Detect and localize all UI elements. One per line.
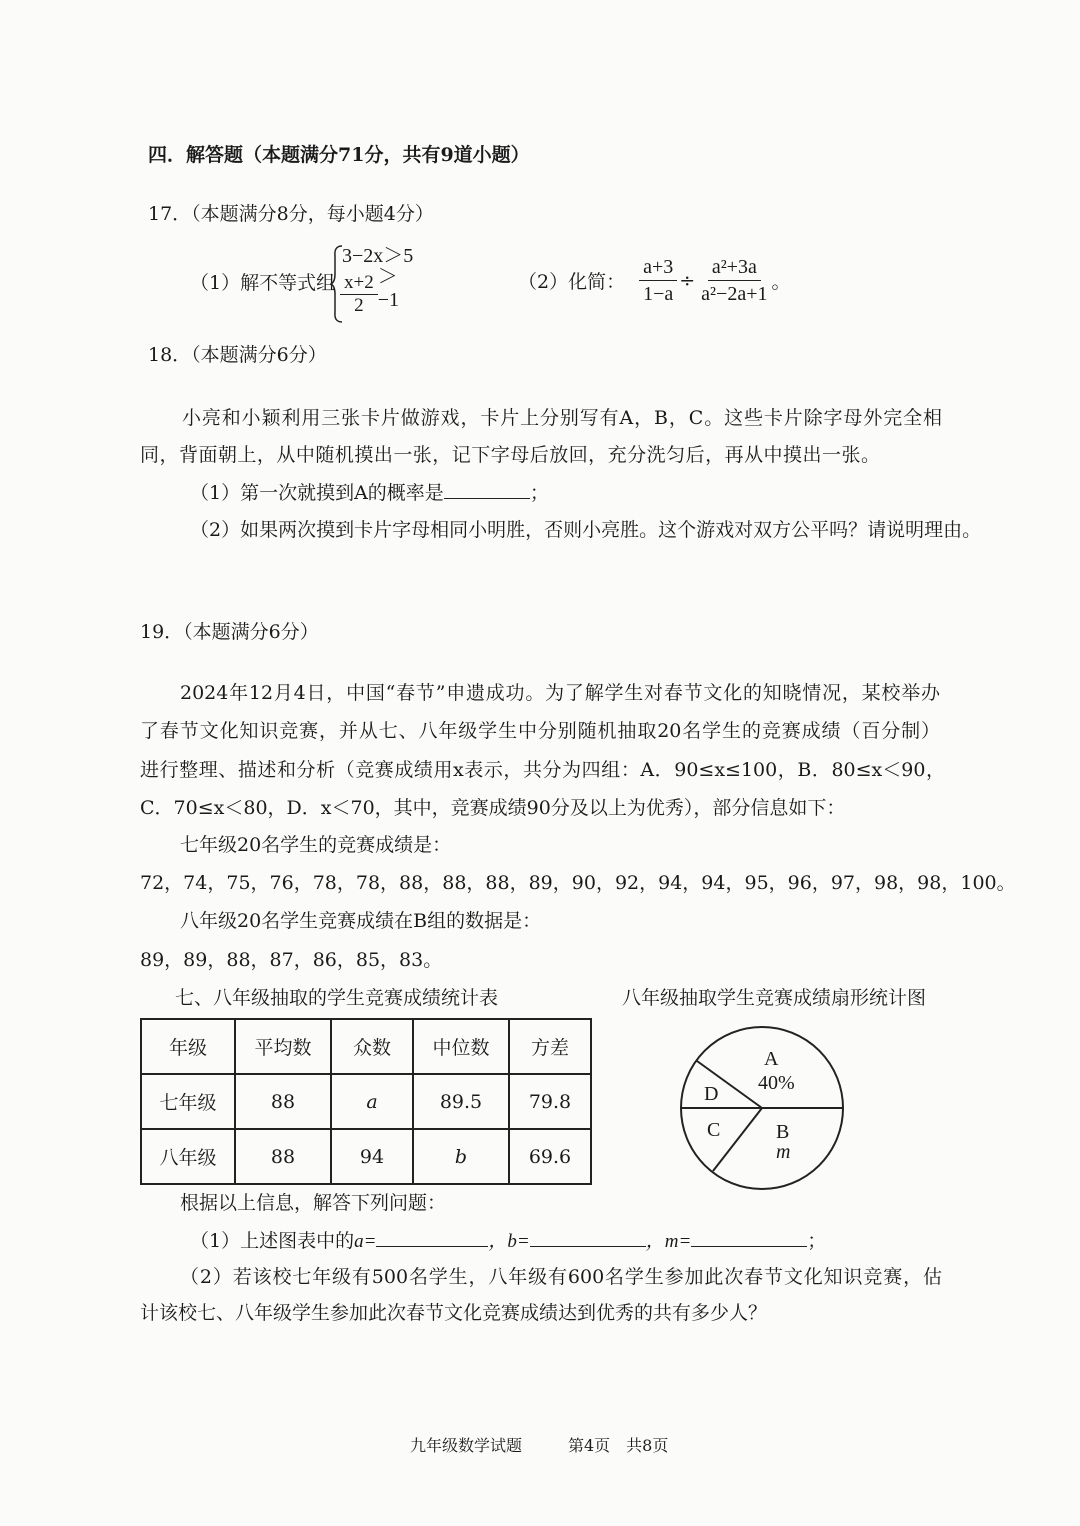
pie-divider-bc (713, 1108, 762, 1171)
frac2-denominator: a²−2a+1 (701, 283, 768, 305)
table-row (141, 1074, 591, 1129)
table-cell: a (331, 1074, 413, 1129)
frac1-numerator: a+3 (639, 254, 677, 281)
q17-part2-label: （2）化简： (518, 271, 626, 293)
pie-label-c: C (707, 1119, 721, 1141)
semicolon: ； (529, 482, 549, 504)
inequality-1: 3−2x＞5 (342, 245, 414, 267)
ineq2-rhs: ＞−1 (377, 265, 399, 311)
table-cell: 八年级 (141, 1129, 235, 1184)
q19-instruction: 根据以上信息，解答下列问题： (180, 1192, 447, 1214)
stats-table (140, 1018, 592, 1185)
table-header: 平均数 (235, 1019, 331, 1074)
table-cell: 89.5 (413, 1074, 509, 1129)
q18-heading: 18．（本题满分6分） (148, 344, 327, 366)
footer-page: 第4页 共8页 (568, 1436, 669, 1455)
table-cell: 88 (235, 1129, 331, 1184)
answer-blank-a[interactable] (376, 1228, 488, 1247)
grade7-scores: 72，74，75，76，78，78，88，88，88，89，90，92，94，94，95，96，97，98，98，100。 (140, 872, 1016, 894)
table-header: 方差 (509, 1019, 591, 1074)
q19-text-line3: 进行整理、描述和分析（竞赛成绩用x表示，共分为四组：A．90≤x≤100，B．80≤x＜90， (140, 759, 945, 781)
table-header: 众数 (331, 1019, 413, 1074)
q19-part2-line1: （2）若该校七年级有500名学生，八年级有600名学生参加此次春节文化知识竞赛，估 (180, 1266, 942, 1288)
pie-value-a: 40% (758, 1072, 795, 1094)
frac2-numerator: a²+3a (708, 254, 761, 281)
q18-text-line2: 同，背面朝上，从中随机摸出一张，记下字母后放回，充分洗匀后，再从中摸出一张。 (140, 444, 880, 466)
q19-part1 (190, 1228, 826, 1254)
q17-part2 (518, 254, 791, 307)
q19-text-line4: C．70≤x＜80，D．x＜70，其中，竞赛成绩90分及以上为优秀），部分信息如下： (140, 797, 846, 819)
q19-text-line2: 了春节文化知识竞赛，并从七、八年级学生中分别随机抽取20名学生的竞赛成绩（百分制） (140, 720, 940, 742)
ineq2-numerator: x+2 (340, 272, 378, 295)
q18-part1 (190, 480, 549, 505)
answer-blank[interactable] (444, 480, 530, 499)
table-header: 中位数 (413, 1019, 509, 1074)
q17-part1-label: （1）解不等式组 (190, 272, 336, 294)
ineq2-denominator: 2 (354, 295, 364, 316)
inequality-2 (340, 265, 399, 317)
table-cell: 79.8 (509, 1074, 591, 1129)
footer-title: 九年级数学试题 (410, 1436, 523, 1455)
answer-blank-b[interactable] (530, 1228, 646, 1247)
table-row (141, 1129, 591, 1184)
frac1-denominator: 1−a (643, 283, 674, 305)
section-title: 四．解答题（本题满分71分，共有9道小题） (148, 144, 530, 166)
q18-text-line1: 小亮和小颖利用三张卡片做游戏，卡片上分别写有A，B，C。这些卡片除字母外完全相 (182, 407, 942, 429)
answer-blank-m[interactable] (691, 1228, 807, 1247)
table-cell: 94 (331, 1129, 413, 1184)
a-label: a= (354, 1231, 377, 1252)
q18-part2: （2）如果两次摸到卡片字母相同小明胜，否则小亮胜。这个游戏对双方公平吗？请说明理由。 (190, 519, 982, 541)
b-label: ，b= (488, 1231, 530, 1252)
table-header-row (141, 1019, 591, 1074)
grade8-label: 八年级20名学生竞赛成绩在B组的数据是： (180, 910, 542, 932)
table-cell: 69.6 (509, 1129, 591, 1184)
q19-heading: 19．（本题满分6分） (140, 621, 319, 643)
q17-heading: 17．（本题满分8分，每小题4分） (148, 203, 434, 225)
q19-part2-line2: 计该校七、八年级学生参加此次春节文化竞赛成绩达到优秀的共有多少人？ (140, 1302, 768, 1324)
pie-label-d: D (704, 1083, 719, 1105)
grade8-scores: 89，89，88，87，86，85，83。 (140, 949, 443, 971)
table-cell: 88 (235, 1074, 331, 1129)
divide-sign: ÷ (679, 269, 696, 292)
pie-label-b: B (776, 1121, 790, 1143)
q19-text-line1: 2024年12月4日，中国“春节”申遗成功。为了解学生对春节文化的知晓情况，某校举办 (180, 682, 940, 704)
semicolon: ； (807, 1230, 827, 1252)
table-cell: b (413, 1129, 509, 1184)
q19-part1-text: （1）上述图表中的 (190, 1230, 355, 1252)
table-header: 年级 (141, 1019, 235, 1074)
table-title: 七、八年级抽取的学生竞赛成绩统计表 (175, 987, 499, 1009)
pie-title: 八年级抽取学生竞赛成绩扇形统计图 (622, 987, 927, 1009)
pie-label-a: A (764, 1048, 779, 1070)
pie-chart (672, 1018, 852, 1198)
period: 。 (771, 271, 791, 293)
pie-value-b: m (776, 1141, 791, 1163)
q18-part1-text: （1）第一次就摸到A的概率是 (190, 482, 444, 504)
grade7-label: 七年级20名学生的竞赛成绩是： (180, 834, 452, 856)
m-label: ，m= (645, 1231, 692, 1252)
table-cell: 七年级 (141, 1074, 235, 1129)
